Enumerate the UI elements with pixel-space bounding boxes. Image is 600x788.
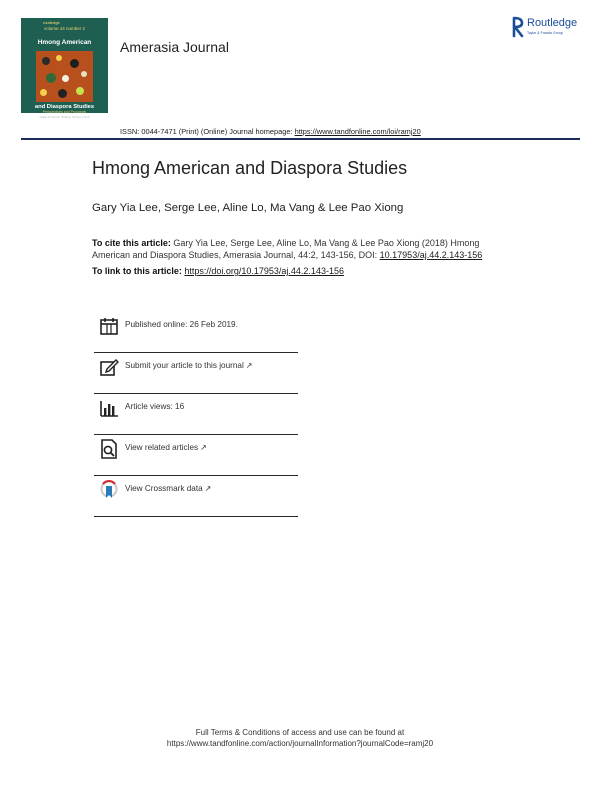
info-text: Article views: 16 xyxy=(125,402,185,411)
info-published-online xyxy=(94,312,298,353)
publisher-subtitle: Taylor & Francis Group xyxy=(527,31,563,35)
link-to-article xyxy=(92,266,344,276)
cover-subtitle: Perspectives and Prospects xyxy=(42,110,87,113)
cover-artwork xyxy=(36,51,93,102)
info-article-views xyxy=(94,394,298,435)
cover-top-text: volume 44 number 2 xyxy=(43,26,86,31)
citation-block xyxy=(92,237,512,261)
header-divider xyxy=(21,138,580,140)
cite-label: To cite this article: xyxy=(92,238,171,248)
issn-line xyxy=(120,127,421,136)
publisher-logo[interactable] xyxy=(511,16,591,40)
info-text: View Crossmark data ↗ xyxy=(125,484,212,493)
journal-homepage-link[interactable]: https://www.tandfonline.com/loi/ramj20 xyxy=(294,127,421,136)
article-info-list xyxy=(94,312,298,517)
publisher-name: Routledge xyxy=(527,17,578,29)
cover-title-line2: and Diaspora Studies xyxy=(34,104,95,110)
info-text: Published online: 26 Feb 2019. xyxy=(125,320,238,329)
info-submit-article[interactable] xyxy=(94,353,298,394)
issn-text: ISSN: 0044-7471 (Print) (Online) Journal homepage: xyxy=(120,127,295,136)
doi-link[interactable]: 10.17953/aj.44.2.143-156 xyxy=(379,250,483,260)
info-text: View related articles ↗ xyxy=(125,443,207,452)
journal-cover xyxy=(21,18,108,113)
cite-text: Gary Yia Lee, Serge Lee, Aline Lo, Ma Vang & Lee Pao Xiong (2018) Hmong American and Diaspora Studies, Amerasia Journal, 44:2, 143-156, DOI: xyxy=(92,238,480,260)
external-link-icon: ↗ xyxy=(245,361,253,370)
cover-title-line1: Hmong American xyxy=(37,39,92,46)
calendar-icon xyxy=(99,316,119,336)
footer-journal-info-link[interactable]: https://www.tandfonline.com/action/journalInformation?journalCode=ramj20 xyxy=(166,739,434,748)
info-crossmark[interactable] xyxy=(94,476,298,517)
search-document-icon xyxy=(99,439,119,459)
crossmark-icon xyxy=(99,480,119,500)
link-label: To link to this article: xyxy=(92,266,185,276)
bar-chart-icon xyxy=(99,398,119,418)
cover-caption: Asian American Studies Center UCLA xyxy=(39,115,90,119)
cover-badge: routledge xyxy=(43,20,60,25)
edit-icon xyxy=(99,357,119,377)
footer xyxy=(0,727,600,749)
article-title: Hmong American and Diaspora Studies xyxy=(92,158,408,178)
info-text: Submit your article to this journal ↗ xyxy=(125,361,253,370)
routledge-icon xyxy=(511,16,524,38)
article-authors: Gary Yia Lee, Serge Lee, Aline Lo, Ma Vang & Lee Pao Xiong xyxy=(92,202,404,214)
external-link-icon: ↗ xyxy=(204,484,212,493)
journal-name[interactable]: Amerasia Journal xyxy=(120,39,229,55)
external-link-icon: ↗ xyxy=(200,443,207,452)
article-doi-url[interactable]: https://doi.org/10.17953/aj.44.2.143-156 xyxy=(184,266,344,276)
info-related-articles[interactable] xyxy=(94,435,298,476)
footer-line1: Full Terms & Conditions of access and use can be found at xyxy=(195,728,405,737)
